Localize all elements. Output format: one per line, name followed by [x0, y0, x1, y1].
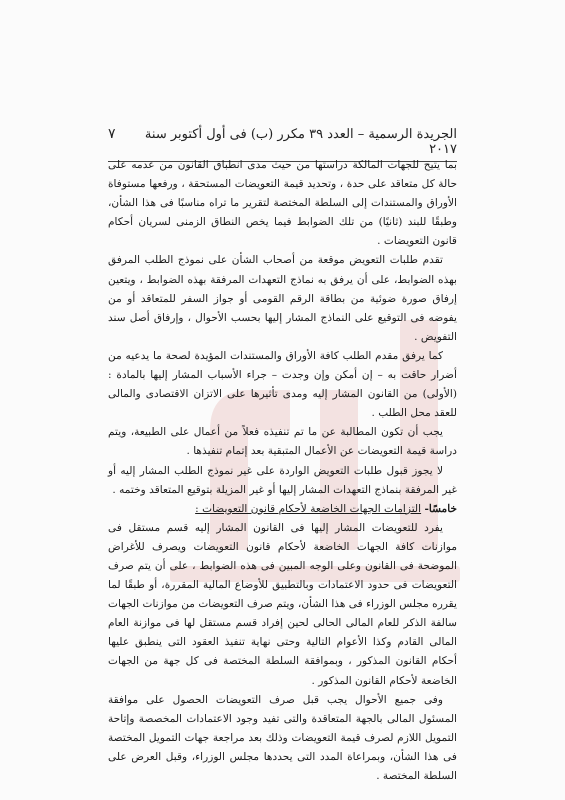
paragraph: يفرد للتعويضات المشار إليها فى القانون المشار إليه قسم مستقل فى موازنات كافة الجهات الخاضعة لأحكام قانون التعويضات ويصرف للأغراض الموضحة فى القانون وعلى الوجه المبين فى هذه الضوابط ، على أن يتم صرف التعويضات فى حدود الاعتمادات وبالتطبيق للأوضاع المالية المقررة، أو طبقًا لما يقرره مجلس الوزراء فى هذا الشأن، ويتم صرف التعويضات من موازنات الجهات سالفة الذكر للعام المالى الحالى لحين إفراد قسم مستقل لها فى موازنة العام المالى القادم وكذا الأعوام التالية وحتى نهاية تنفيذ العقود التى ينطبق عليها أحكام القانون المذكور ، وبموافقة السلطة المختصة فى كل جهة من الجهات الخاضعة لأحكام القانون المذكور .	[108, 521, 457, 687]
section-label: خامسًا-	[424, 502, 457, 515]
paragraph: كما يرفق مقدم الطلب كافة الأوراق والمستندات المؤيدة لصحة ما يدعيه من أضرار حاقت به – إن أمكن وإن وجدت – جراء الأسباب المشار إليها بالمادة : (الأولى) من القانون المشار إليه ومدى تأثيرها على الاتزان الاقتصادى والمالى للعقد محل الطلب .	[108, 349, 457, 420]
section-heading	[108, 500, 457, 519]
paragraph: وفى جميع الأحوال يجب قبل صرف التعويضات الحصول على موافقة المسئول المالى بالجهة المتعاقدة والتى تفيد وجود الاعتمادات المخصصة وإتاحة التمويل اللازم لصرف قيمة التعويضات وذلك بعد مراجعة جهات التمويل المختصة فى هذا الشأن، وبمراعاة المدد التى يحددها مجلس الوزراء، وقبل العرض على السلطة المختصة .	[108, 693, 457, 782]
page-number: ٧	[108, 126, 116, 142]
paragraph: يجب أن تكون المطالبة عن ما تم تنفيذه فعلاً من أعمال على الطبيعة، ويتم دراسة قيمة التعويضات عن الأعمال المتبقية بعد إتمام تنفيذها .	[108, 426, 457, 458]
document-body	[108, 156, 457, 786]
paragraph: تقدم طلبات التعويض موقعة من أصحاب الشأن على نموذج الطلب المرفق بهذه الضوابط، على أن يرفق به نماذج التعهدات المرفقة بهذه الضوابط ، ويتعين إرفاق صورة ضوئية من بطاقة الرقم القومى أو جواز السفر للمتعاقد أو من يفوضه فى التوقيع على النماذج المشار إليها بحسب الأحوال ، وإرفاق أصل سند التفويض .	[108, 254, 457, 343]
paragraph: لا يجوز قبول طلبات التعويض الواردة على غير نموذج الطلب المشار إليه أو غير المرفقة بنماذج التعهدات المشار إليها أو غير المزيلة بتوقيع المتعاقد وختمه .	[108, 464, 457, 496]
paragraph: بما يتيح للجهات المالكة دراستها من حيث مدى انطباق القانون من عدمه على حالة كل متعاقد على حدة ، وتحديد قيمة التعويضات المستحقة ، ورفعها مستوفاة الأوراق والمستندات إلى السلطة المختصة لتقرير ما تراه مناسبًا فى هذا الشأن، وطبقًا للبند (ثانيًا) من تلك الضوابط فيما يخص النطاق الزمنى لسريان أحكام قانون التعويضات .	[108, 159, 457, 248]
gazette-header-title: الجريدة الرسمية – العدد ٣٩ مكرر (ب) فى أول أكتوبر سنة ٢٠١٧	[144, 127, 457, 157]
section-title: التزامات الجهات الخاضعة لأحكام قانون التعويضات :	[195, 502, 422, 515]
